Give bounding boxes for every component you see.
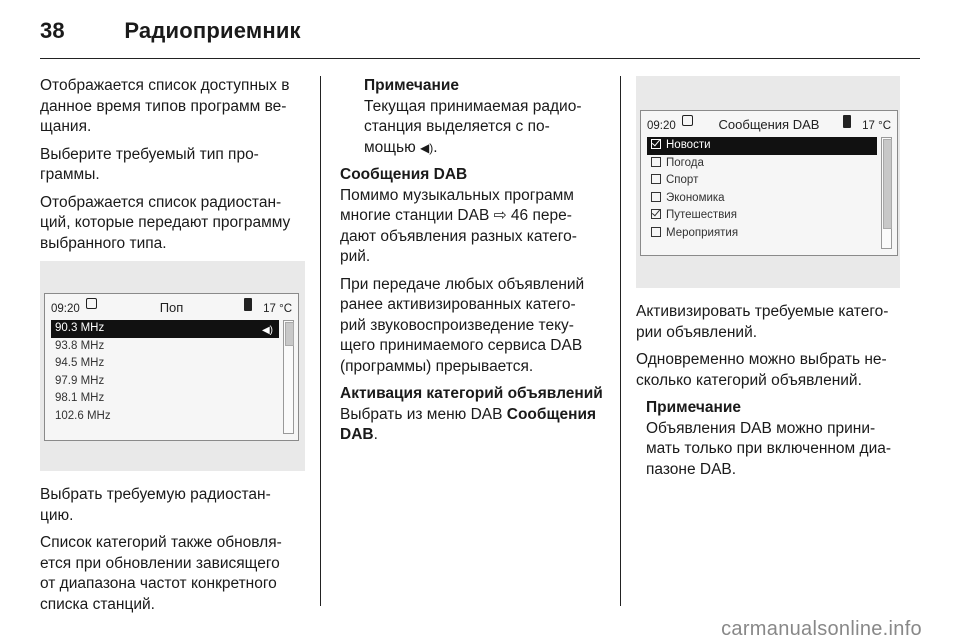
page-header bbox=[40, 18, 301, 44]
clock-time: 09:20 bbox=[647, 120, 676, 132]
station-item[interactable]: 90.3 MHz ◀) bbox=[51, 320, 279, 338]
paragraph-activation: Выбрать из меню DAB Сообщения DAB. bbox=[340, 405, 597, 443]
screenshot-dab-messages bbox=[636, 76, 900, 288]
note-dab-band: Примечание Объявления DAB можно прини- мать только при включенном диа- пазоне DAB. bbox=[646, 398, 920, 480]
category-item[interactable]: Экономика bbox=[647, 190, 877, 208]
note-title: Примечание bbox=[646, 399, 741, 416]
checkbox-icon[interactable] bbox=[651, 192, 661, 202]
scrollbar-thumb[interactable] bbox=[285, 322, 294, 346]
category-item[interactable]: Путешествия bbox=[647, 207, 877, 225]
station-item[interactable]: 93.8 MHz bbox=[55, 339, 105, 352]
section-heading-activation: Активация категорий объявлений bbox=[340, 385, 603, 402]
temperature: 17 °C bbox=[263, 303, 292, 315]
paragraph-dab-interrupt: При передаче любых объявлений ранее активизированных катего- рий звуковоспроизведение теку- щего принимаемого сервиса DAB (программы) прерывается. bbox=[340, 275, 585, 375]
dab-screen bbox=[640, 110, 898, 256]
page-reference-link[interactable]: ⇨ 46 bbox=[493, 207, 529, 224]
status-bar bbox=[641, 111, 897, 133]
temperature: 17 °C bbox=[862, 120, 891, 132]
status-bar bbox=[45, 294, 298, 316]
checkbox-checked-icon[interactable] bbox=[651, 139, 661, 149]
paragraph-select-station: Выбрать требуемую радиостан- цию. bbox=[40, 486, 271, 524]
paragraph-available-types: Отображается список доступных в данное время типов программ ве- щания. bbox=[40, 77, 290, 135]
paragraph-select-type: Выберите требуемый тип про- граммы. bbox=[40, 145, 259, 183]
phone-icon bbox=[244, 298, 252, 311]
clock-time: 09:20 bbox=[51, 303, 80, 315]
checkbox-icon[interactable] bbox=[651, 227, 661, 237]
category-item[interactable]: Погода bbox=[647, 155, 877, 173]
category-item[interactable]: Спорт bbox=[647, 172, 877, 190]
station-item[interactable]: 97.9 MHz bbox=[55, 374, 105, 387]
radio-screen bbox=[44, 293, 299, 441]
watermark: carmanualsonline.info bbox=[721, 618, 922, 640]
checkbox-icon[interactable] bbox=[651, 174, 661, 184]
category-list bbox=[647, 137, 877, 242]
phone-icon bbox=[843, 115, 851, 128]
page-title: Радиоприемник bbox=[124, 18, 301, 43]
screenshot-pop-stations bbox=[40, 261, 305, 471]
column-2 bbox=[340, 76, 608, 453]
column-divider-1 bbox=[320, 76, 321, 606]
screen-title: Сообщения DAB bbox=[718, 117, 820, 132]
header-rule bbox=[40, 58, 920, 59]
paragraph-multiple-categories: Одновременно можно выбрать не- сколько категорий объявлений. bbox=[636, 351, 887, 389]
station-item[interactable]: 102.6 MHz bbox=[55, 409, 111, 422]
paragraph-category-update: Список категорий также обновля- ется при обновлении зависящего от диапазона частот конкретного списка станций. bbox=[40, 534, 282, 613]
scrollbar[interactable] bbox=[283, 320, 294, 434]
note-title: Примечание bbox=[364, 77, 459, 94]
note-current-station: Примечание Текущая принимаемая радио- станция выделяется с по- мощью ◀). bbox=[364, 76, 608, 158]
station-list bbox=[51, 320, 279, 425]
station-item[interactable]: 94.5 MHz bbox=[55, 357, 105, 369]
page-number: 38 bbox=[40, 18, 65, 43]
category-item[interactable]: Новости bbox=[647, 137, 877, 155]
station-item[interactable]: 98.1 MHz bbox=[55, 392, 105, 404]
column-divider-2 bbox=[620, 76, 621, 606]
screen-title: Поп bbox=[159, 300, 184, 315]
section-heading-dab: Сообщения DAB bbox=[340, 166, 468, 183]
paragraph-station-list: Отображается список радиостан- ций, которые передают программу выбранного типа. bbox=[40, 193, 291, 252]
checkbox-checked-icon[interactable] bbox=[651, 209, 661, 219]
paragraph-dab-info: Помимо музыкальных программ многие станции DAB ⇨ 46 пере- дают объявления разных катего- рий. bbox=[340, 186, 577, 265]
column-3 bbox=[636, 76, 920, 487]
checkbox-icon[interactable] bbox=[651, 157, 661, 167]
scrollbar-thumb[interactable] bbox=[883, 139, 892, 229]
category-item[interactable]: Мероприятия bbox=[647, 225, 877, 243]
speaker-icon: ◀) bbox=[420, 140, 434, 155]
scrollbar[interactable] bbox=[881, 137, 892, 249]
speaker-icon: ◀) bbox=[261, 325, 273, 336]
column-1 bbox=[40, 76, 305, 622]
paragraph-activate-categories: Активизировать требуемые катего- рии объявлений. bbox=[636, 303, 889, 341]
